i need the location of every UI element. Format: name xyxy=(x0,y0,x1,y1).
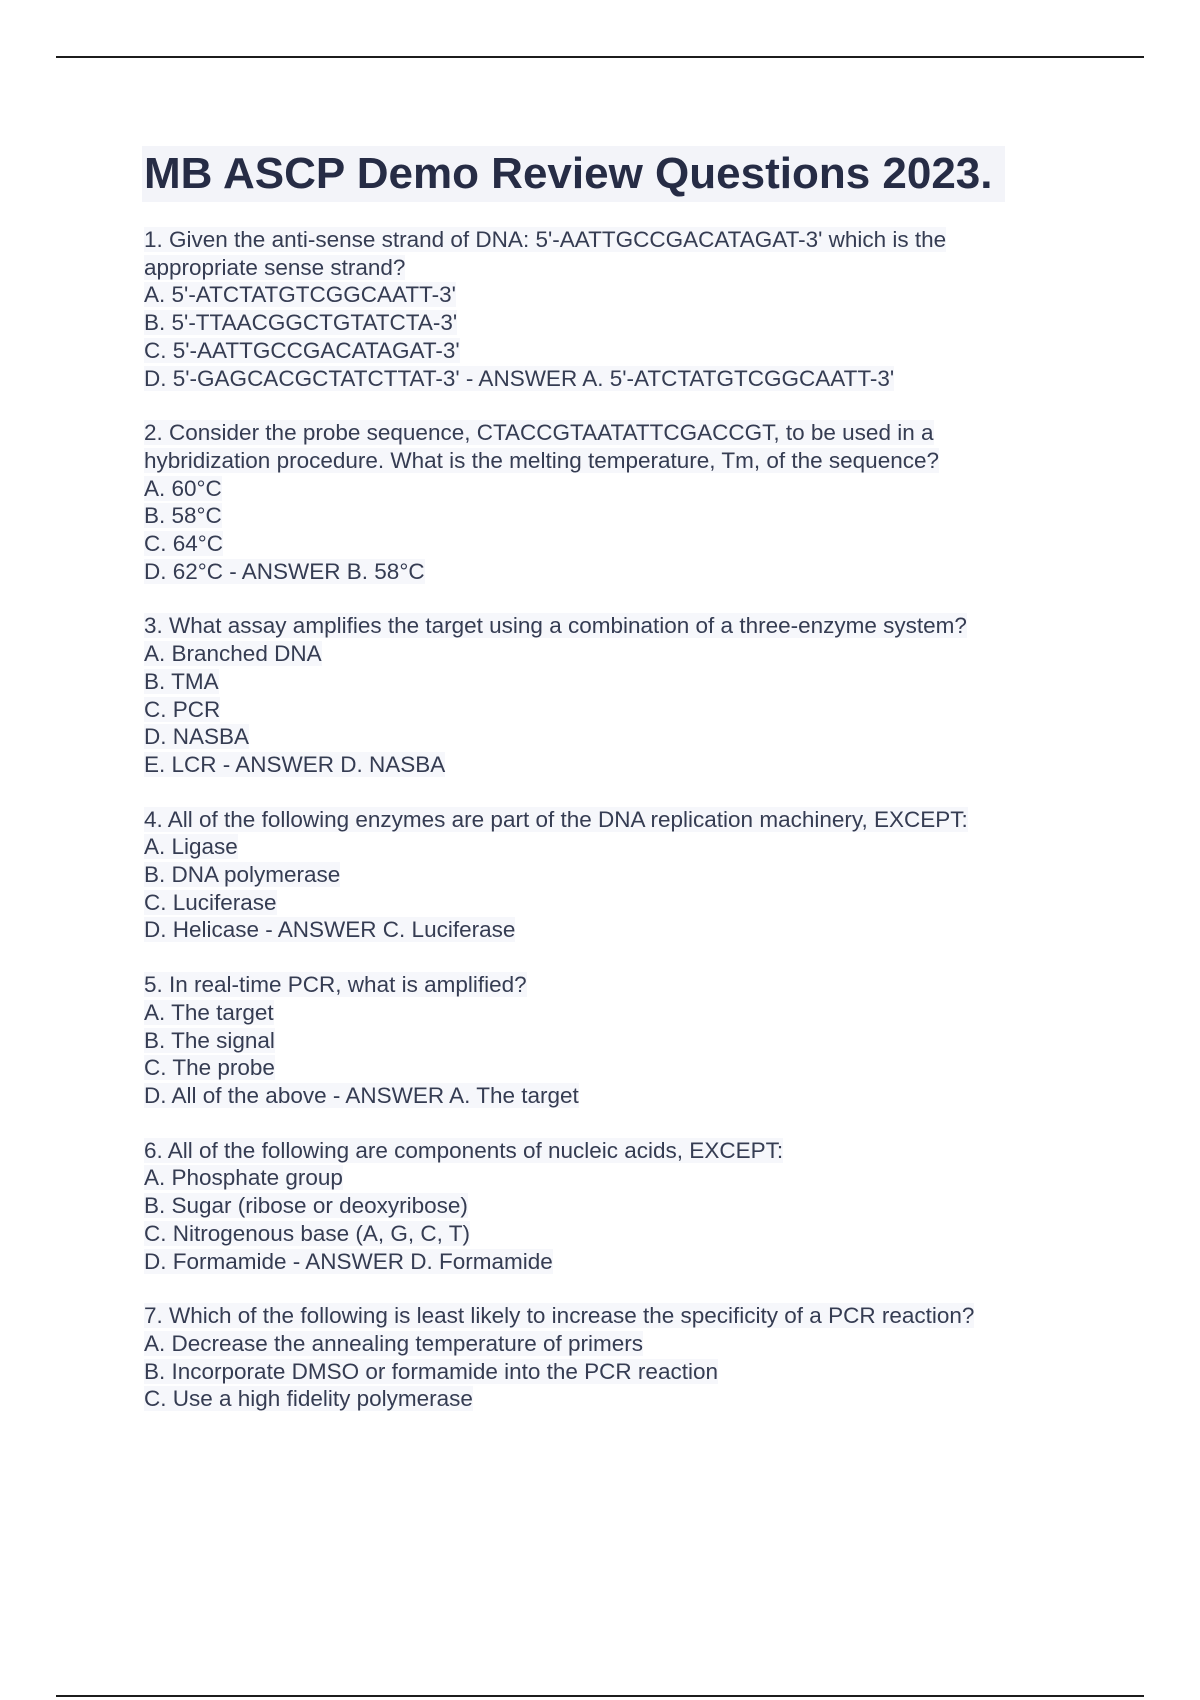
question-6-line-1: 6. All of the following are components of nucleic acids, EXCEPT: xyxy=(144,1137,784,1163)
question-5 xyxy=(144,971,1094,1110)
document-page xyxy=(144,146,1094,1440)
question-4-option-a: A. Ligase xyxy=(144,834,238,860)
question-4 xyxy=(144,806,1094,945)
bottom-rule xyxy=(56,1695,1144,1697)
top-rule xyxy=(56,56,1144,58)
question-3-option-d: D. NASBA xyxy=(144,724,250,750)
question-1-option-a: A. 5'-ATCTATGTCGGCAATT-3' xyxy=(144,282,456,308)
question-7-option-b: B. Incorporate DMSO or formamide into the PCR reaction xyxy=(144,1358,718,1384)
question-6-option-c: C. Nitrogenous base (A, G, C, T) xyxy=(144,1220,470,1246)
question-6-option-d-answer: D. Formamide - ANSWER D. Formamide xyxy=(144,1248,553,1274)
question-3-line-1: 3. What assay amplifies the target using a combination of a three-enzyme system? xyxy=(144,613,967,639)
question-5-option-a: A. The target xyxy=(144,999,274,1025)
question-4-option-d-answer: D. Helicase - ANSWER C. Luciferase xyxy=(144,917,516,943)
question-1 xyxy=(144,226,1094,392)
question-7-option-c: C. Use a high fidelity polymerase xyxy=(144,1386,473,1412)
question-3 xyxy=(144,612,1094,778)
question-2-option-a: A. 60°C xyxy=(144,475,222,501)
question-6-option-b: B. Sugar (ribose or deoxyribose) xyxy=(144,1193,468,1219)
question-2-option-d-answer: D. 62°C - ANSWER B. 58°C xyxy=(144,558,425,584)
question-1-option-d-answer: D. 5'-GAGCACGCTATCTTAT-3' - ANSWER A. 5'-ATCTATGTCGGCAATT-3' xyxy=(144,365,895,391)
question-7-line-1: 7. Which of the following is least likely to increase the specificity of a PCR reaction? xyxy=(144,1303,975,1329)
question-2-option-c: C. 64°C xyxy=(144,531,224,557)
question-4-option-c: C. Luciferase xyxy=(144,889,277,915)
document-title: MB ASCP Demo Review Questions 2023. xyxy=(144,149,993,198)
question-5-line-1: 5. In real-time PCR, what is amplified? xyxy=(144,972,527,998)
question-3-option-b: B. TMA xyxy=(144,668,219,694)
question-2 xyxy=(144,419,1094,585)
question-6-option-a: A. Phosphate group xyxy=(144,1165,343,1191)
question-7-option-a: A. Decrease the annealing temperature of primers xyxy=(144,1330,644,1356)
question-4-line-1: 4. All of the following enzymes are part of the DNA replication machinery, EXCEPT: xyxy=(144,806,968,832)
question-list xyxy=(144,226,1094,1413)
question-2-line-2: hybridization procedure. What is the melting temperature, Tm, of the sequence? xyxy=(144,447,940,473)
question-4-option-b: B. DNA polymerase xyxy=(144,862,341,888)
question-1-line-2: appropriate sense strand? xyxy=(144,254,406,280)
question-7 xyxy=(144,1302,1094,1413)
question-2-option-b: B. 58°C xyxy=(144,503,222,529)
question-3-option-a: A. Branched DNA xyxy=(144,641,322,667)
question-1-option-c: C. 5'-AATTGCCGACATAGAT-3' xyxy=(144,337,460,363)
question-5-option-d-answer: D. All of the above - ANSWER A. The target xyxy=(144,1082,579,1108)
question-6 xyxy=(144,1137,1094,1276)
question-3-option-c: C. PCR xyxy=(144,696,221,722)
question-2-line-1: 2. Consider the probe sequence, CTACCGTAATATTCGACCGT, to be used in a xyxy=(144,420,934,446)
question-5-option-c: C. The probe xyxy=(144,1055,275,1081)
question-5-option-b: B. The signal xyxy=(144,1027,275,1053)
question-1-line-1: 1. Given the anti-sense strand of DNA: 5'-AATTGCCGACATAGAT-3' which is the xyxy=(144,227,947,252)
question-1-option-b: B. 5'-TTAACGGCTGTATCTA-3' xyxy=(144,310,458,336)
title-highlight xyxy=(142,146,1005,202)
question-3-option-e-answer: E. LCR - ANSWER D. NASBA xyxy=(144,751,446,777)
